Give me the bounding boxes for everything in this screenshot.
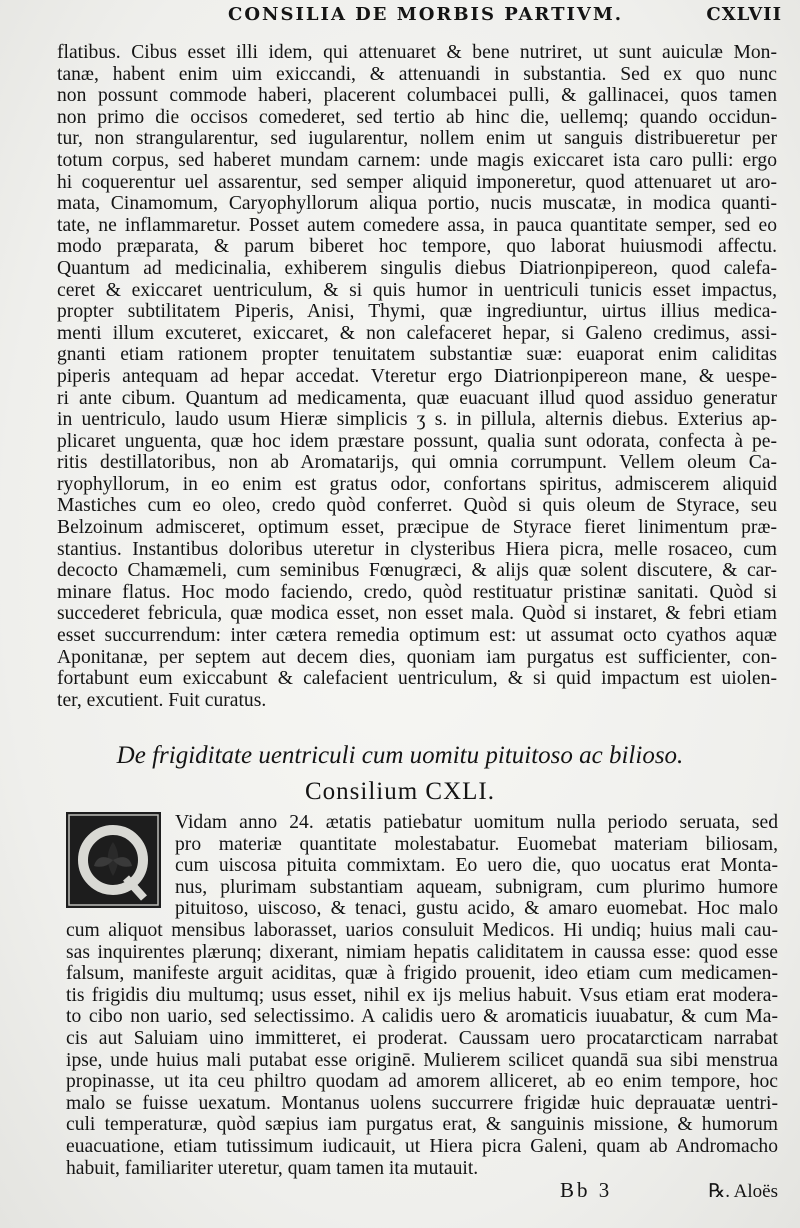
text-line: non primo die occisos comederet, sed tertio ab hinc die, uellemq; quando occidun- <box>57 106 777 128</box>
text-line: non possunt commode haberi, placerent columbacei pulli, & gallinacei, quos tamen <box>57 85 777 107</box>
text-line: Quantum ad medicinalia, exhiberem singulis diebus Diatrionpipereon, quod calefa- <box>57 257 777 279</box>
text-line: ipse, unde huius mali putabat esse originē. Mulierem scilicet quandā sua sibi menstrua <box>66 1049 778 1071</box>
text-line: Aponitanæ, per septem aut decem dies, quoniam iam purgatus est sufficienter, con- <box>57 646 777 668</box>
catchword: ℞. Aloës <box>708 1181 778 1202</box>
text-line: succederet febricula, quæ modica esset, non esset mala. Quòd si instaret, & febri etiam <box>57 603 777 625</box>
paragraph-consilium-140-end <box>57 42 777 711</box>
text-line: ritis destillatoribus, non ab Aromatarijs, qui omnia corrumpunt. Vellem oleum Ca- <box>57 452 777 474</box>
text-line: stantius. Instantibus doloribus uteretur in clysteribus Hiera picra, melle rosaceo, cum <box>57 538 777 560</box>
text-line: menti illum excuteret, exiccaret, & non calefaceret hepar, si Galeno credimus, assi- <box>57 322 777 344</box>
text-line: minare flatus. Hoc modo faciendo, credo, quòd restituatur pristinæ sanitati. Quòd si <box>57 581 777 603</box>
text-line: Vidam anno 24. ætatis patiebatur uomitum nulla periodo seruata, sed <box>175 812 778 833</box>
text-line: gnanti etiam rationem propter tenuitatem substantiæ suæ: euaporat enim caliditas <box>57 344 777 366</box>
text-line: tur, non strangularentur, sed iugularentur, nollem enim ut sanguis distribueretur per <box>57 128 777 150</box>
text-line: decocto Chamæmeli, cum seminibus Fœnugræci, & alijs quæ solent discutere, & car- <box>57 560 777 582</box>
text-line: in uentriculo, laudo usum Hieræ simplicis ʒ s. in pillula, alternis diebus. Exterius ap- <box>57 409 777 431</box>
text-line: euacuatione, etiam tutissimum iudicauit, ut Hiera picra Galeni, quam ab Andromacho <box>66 1135 778 1157</box>
section-title: De frigiditate uentriculi cum uomitu pituitoso ac bilioso. <box>116 742 684 769</box>
text-line: tate, ne inflammaretur. Posset autem comedere assa, in pauca quantitate semper, sed eo <box>57 214 777 236</box>
text-line: totum corpus, sed haberet mundam carnem: unde magis exiccaret ista caro pulli: ergo <box>57 149 777 171</box>
text-line: ri ante cibum. Quantum ad medicamenta, quæ euacuant illud quod assiduo generatur <box>57 387 777 409</box>
text-line: fortabunt eum exiccabunt & calefacient uentriculum, & si quid impactum est uiolen- <box>57 668 777 690</box>
text-line: malo se fuisse uexatum. Montanus uolens succurrere frigidæ huic deprauatæ uentri- <box>66 1092 778 1114</box>
text-line: mata, Cinamomum, Caryophyllorum aliqua portio, nucis muscatæ, in modica quanti- <box>57 193 777 215</box>
text-line: cum uiscosa pituita commixtam. Eo uero die, quo uocatus erat Monta- <box>175 855 778 877</box>
text-line: to cibo non uario, sed selectissimo. A calidis uero & aromaticis iuuabatur, & cum Ma- <box>66 1006 778 1028</box>
text-line: pro materiæ quantitate molestabatur. Euomebat materiam biliosam, <box>175 833 778 855</box>
text-line: propinasse, ut ita ceu philtro quodam ad amorem alliceret, ab eo enim tempore, hoc <box>66 1071 778 1093</box>
text-line: habuit, familiariter uteretur, quam tamen ita mutauit. <box>66 1157 479 1179</box>
text-line: ryophyllorum, in eo enim est gratus odor, confortans spiritus, admiscerem aliquid <box>57 473 777 495</box>
text-line: sas inquirentes plærunq; dixerant, nimiam hepatis caliditatem in caussa esse: quod esse <box>66 941 778 963</box>
folio-number: CXLVII <box>706 4 782 25</box>
text-line: tanæ, habent enim uim exiccandi, & attenuandi in substantia. Sed ex quo nunc <box>57 63 777 85</box>
text-line: ter, excutient. Fuit curatus. <box>57 689 267 711</box>
text-line: propter subtilitatem Piperis, Anisi, Thymi, quæ ingrediuntur, uirtus illius medica- <box>57 301 777 323</box>
text-line: Mastiches cum eo oleo, credo quòd conferret. Quòd si quis oleum de Styrace, seu <box>57 495 777 517</box>
text-line: plicaret unguenta, quæ hoc idem præstare possunt, qualia sunt odorata, confecta à pe- <box>57 430 777 452</box>
signature-mark: Bb 3 <box>560 1178 613 1202</box>
text-line: flatibus. Cibus esset illi idem, qui attenuaret & bene nutriret, ut sunt auiculæ Mon- <box>57 42 777 63</box>
text-line: falsum, manifeste arguit aciditas, quæ à frigido prouenit, ideo etiam cum medicamen- <box>66 963 778 985</box>
text-line: esset succurrendum: inter cætera remedia optimum est: ut assumat octo cyathos aquæ <box>57 625 777 647</box>
text-line: pituitoso, uiscoso, & tenaci, gustu acido, & amaro euomebat. Hoc malo <box>175 898 778 920</box>
page-footer <box>0 1174 800 1214</box>
text-line: ceret & exiccaret uentriculum, & si quis humor in uentriculi tunicis esset impactus, <box>57 279 777 301</box>
running-title: CONSILIA DE MORBIS PARTIVM. <box>228 4 624 25</box>
text-line: culi temperaturæ, quòd sæpius iam purgatus erat, & sanguinis missione, & humorum <box>66 1114 778 1136</box>
paragraph-consilium-141 <box>66 812 778 1179</box>
text-line: piperis antequam ad hepar accedat. Vteretur ergo Diatrionpipereon mane, & uespe- <box>57 365 777 387</box>
text-line: tis frigidis diu multumq; usus esset, nihil ex ijs melius habuit. Vsus etiam erat modera- <box>66 984 778 1006</box>
text-line: modo præparata, & parum biberet hoc tempore, quo laborat huiusmodi affectu. <box>57 236 777 258</box>
text-line: nus, plurimam substantiam aqueam, subnigram, cum plurimo humore <box>175 876 778 898</box>
consilium-heading: Consilium CXLI. <box>304 778 495 805</box>
page-header <box>0 2 800 32</box>
text-line: cum aliquot mensibus laborasset, uarios consuluit Medicos. Hi undiq; huius mali cau- <box>66 919 778 941</box>
text-line: cis aut Saluiam uino immitteret, ei proderat. Caussam uero procatarcticam narrabat <box>66 1027 778 1049</box>
text-line: Belzoinum admisceret, optimum esset, præcipue de Styrace fieret linimentum præ- <box>57 517 777 539</box>
text-line: hi coquerentur uel assarentur, sed semper aliquid imponeretur, quod attenuaret ut aro- <box>57 171 777 193</box>
